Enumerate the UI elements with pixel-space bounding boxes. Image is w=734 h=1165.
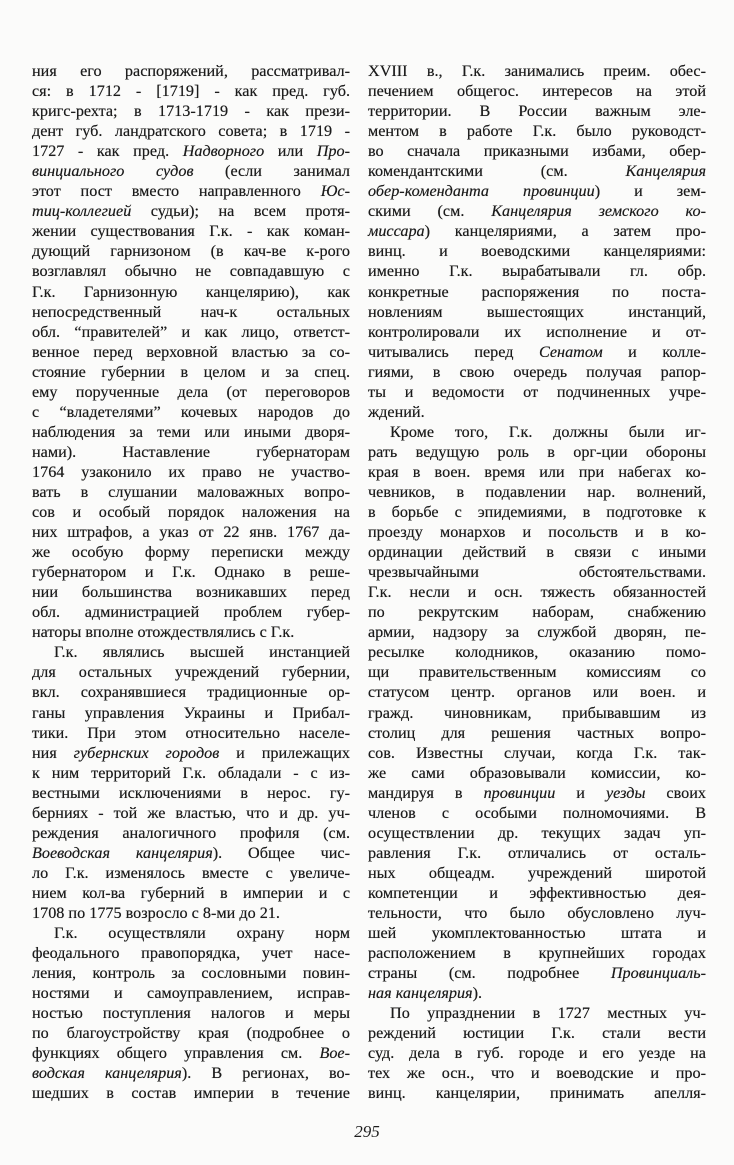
text-segment: Г.к. несли и осн. тяжесть обязанностей bbox=[368, 583, 706, 602]
text-line bbox=[368, 943, 706, 963]
italic-reference: Канцелярия земского ко- bbox=[491, 202, 706, 221]
text-segment: конкретные распоряжения по поста- bbox=[368, 282, 706, 301]
italic-reference: провинции bbox=[483, 783, 556, 802]
text-segment: тельности, что было обусловлено луч- bbox=[368, 903, 706, 922]
text-segment: венное перед верховной властью за со- bbox=[32, 342, 350, 361]
text-segment: наблюдения за теми или иными дворя- bbox=[32, 422, 350, 441]
text-segment: ностями и самоуправлением, исправ- bbox=[32, 984, 350, 1003]
text-segment: гиями, в свою очередь получая рапор- bbox=[368, 362, 706, 381]
text-segment: дующий гарнизоном (в кач-ве к-рого bbox=[32, 242, 350, 261]
text-line bbox=[368, 923, 706, 943]
text-segment: проезду монархов и посольств и в ко- bbox=[368, 523, 706, 542]
text-line bbox=[368, 502, 706, 522]
text-segment: жении существования Г.к. - как коман- bbox=[32, 222, 350, 241]
text-line bbox=[32, 261, 350, 281]
text-line bbox=[368, 402, 706, 422]
text-segment: новлениям вышестоящих инстанций, bbox=[368, 302, 706, 321]
text-line bbox=[32, 1043, 350, 1063]
text-segment: к ним территорий Г.к. обладали - с из- bbox=[32, 763, 350, 782]
text-segment: ганы управления Украины и Прибал- bbox=[32, 703, 350, 722]
text-segment: ния bbox=[32, 743, 74, 762]
text-line bbox=[368, 382, 706, 402]
text-column-left bbox=[32, 61, 350, 1103]
text-segment: своих bbox=[645, 783, 707, 802]
text-line bbox=[32, 883, 350, 903]
text-line bbox=[368, 542, 706, 562]
text-line bbox=[368, 703, 706, 723]
text-line bbox=[32, 81, 350, 101]
text-line bbox=[368, 282, 706, 302]
text-segment: читывались перед bbox=[368, 342, 539, 361]
italic-reference: ная канцелярия bbox=[368, 984, 473, 1003]
text-segment: XVIII в., Г.к. занимались преим. обес- bbox=[368, 62, 706, 80]
text-line bbox=[32, 322, 350, 342]
text-line bbox=[32, 342, 350, 362]
text-segment: расположением в крупнейших городах bbox=[368, 944, 706, 963]
text-segment: непосредственный нач-к остальных bbox=[32, 302, 350, 321]
text-segment: или bbox=[264, 142, 317, 161]
text-segment: 1727 - как пред. bbox=[32, 142, 183, 161]
text-line bbox=[32, 302, 350, 322]
paragraph bbox=[368, 1003, 706, 1103]
text-segment: компетенции и эффективностью дея- bbox=[368, 883, 706, 902]
paragraph bbox=[32, 923, 350, 1103]
text-line bbox=[32, 823, 350, 843]
page-number: 295 bbox=[354, 1122, 380, 1141]
text-segment: Г.к. осуществляли охрану норм bbox=[54, 924, 350, 943]
text-segment: Г.к. являлись высшей инстанцией bbox=[54, 643, 350, 662]
text-segment: 1708 по 1775 возросло с 8-ми до 21. bbox=[32, 903, 280, 922]
text-line bbox=[32, 362, 350, 382]
text-segment: ностью поступления налогов и меры bbox=[32, 1004, 350, 1023]
text-line bbox=[368, 442, 706, 462]
text-line bbox=[368, 963, 706, 983]
text-line bbox=[32, 241, 350, 261]
text-segment: во сначала приказными избами, обер- bbox=[368, 142, 706, 161]
text-line bbox=[368, 642, 706, 662]
text-line bbox=[32, 622, 350, 642]
text-line bbox=[32, 642, 350, 662]
text-segment: рать ведущую роль в орг-ции обороны bbox=[368, 442, 706, 461]
text-segment: по рекрутским наборам, снабжению bbox=[368, 603, 706, 622]
text-line bbox=[368, 843, 706, 863]
text-line bbox=[32, 282, 350, 302]
text-line bbox=[32, 682, 350, 702]
text-segment: ординации действий в связи с иными bbox=[368, 543, 706, 562]
italic-reference: губернских городов bbox=[73, 743, 220, 762]
text-line bbox=[32, 1003, 350, 1023]
text-line bbox=[32, 903, 350, 923]
text-line bbox=[368, 983, 706, 1003]
italic-reference: Канцелярия bbox=[625, 162, 706, 181]
text-line bbox=[368, 221, 706, 241]
text-line bbox=[32, 221, 350, 241]
text-line bbox=[32, 582, 350, 602]
text-segment: щи правительственным комиссиям со bbox=[368, 663, 706, 682]
text-segment: ты и ведомости от подчиненных учре- bbox=[368, 382, 706, 401]
text-line bbox=[368, 903, 706, 923]
text-line bbox=[32, 602, 350, 622]
text-line bbox=[32, 703, 350, 723]
text-line bbox=[368, 101, 706, 121]
text-line bbox=[368, 302, 706, 322]
text-line bbox=[32, 382, 350, 402]
text-segment: сов. Известны случаи, когда Г.к. так- bbox=[368, 743, 706, 762]
text-segment: ) и зем- bbox=[594, 182, 706, 201]
paragraph bbox=[32, 642, 350, 923]
text-segment: 1764 узаконило их право не участво- bbox=[32, 462, 350, 481]
text-segment: равления Г.к. отличались от осталь- bbox=[368, 843, 706, 862]
text-line bbox=[32, 843, 350, 863]
text-line bbox=[368, 462, 706, 482]
text-line bbox=[32, 121, 350, 141]
text-segment: по благоустройству края (подробнее о bbox=[32, 1024, 350, 1043]
text-line bbox=[32, 803, 350, 823]
text-segment: По упразднении в 1727 местных уч- bbox=[390, 1004, 706, 1023]
text-segment: для остальных учреждений губернии, bbox=[32, 663, 350, 682]
text-line bbox=[32, 462, 350, 482]
text-segment: суд. дела в губ. городе и его уезде на bbox=[368, 1044, 706, 1063]
text-segment: с “владетелями” кочевых народов до bbox=[32, 402, 350, 421]
text-segment: армии, надзору за службой дворян, пе- bbox=[368, 623, 706, 642]
text-line bbox=[32, 422, 350, 442]
text-segment: в борьбе с эпидемиями, в подготовке к bbox=[368, 503, 706, 522]
paragraph bbox=[368, 422, 706, 1003]
text-segment: реждения аналогичного профиля (см. bbox=[32, 823, 350, 842]
italic-reference: винциального судов bbox=[32, 162, 194, 181]
text-line bbox=[32, 542, 350, 562]
text-line bbox=[368, 1023, 706, 1043]
text-line bbox=[368, 181, 706, 201]
text-segment: же особую форму переписки между bbox=[32, 543, 350, 562]
text-line bbox=[32, 101, 350, 121]
text-line bbox=[32, 662, 350, 682]
text-segment: ). Общее чис- bbox=[212, 843, 350, 862]
paragraph bbox=[368, 61, 706, 422]
italic-reference: тиц-коллегией bbox=[32, 202, 132, 221]
text-line bbox=[368, 562, 706, 582]
text-line bbox=[32, 983, 350, 1003]
text-segment: ления, контроль за сословными повин- bbox=[32, 964, 350, 983]
text-segment: Кроме того, Г.к. должны были иг- bbox=[390, 422, 706, 441]
text-segment: именно Г.к. вырабатывали гл. обр. bbox=[368, 262, 706, 281]
text-segment: нами). Наставление губернаторам bbox=[32, 442, 350, 461]
text-line bbox=[368, 121, 706, 141]
italic-reference: Вое- bbox=[319, 1044, 350, 1063]
text-segment: вать в слушании маловажных вопро- bbox=[32, 482, 350, 501]
text-segment: реждений юстиции Г.к. стали вести bbox=[368, 1024, 706, 1043]
text-line bbox=[368, 883, 706, 903]
text-line bbox=[368, 1043, 706, 1063]
text-segment: дент губ. ландратского совета; в 1719 - bbox=[32, 122, 350, 141]
text-line bbox=[368, 61, 706, 81]
text-line bbox=[32, 723, 350, 743]
text-segment: нием кол-ва губерний в империи и с bbox=[32, 883, 350, 902]
italic-reference: Сенатом bbox=[538, 342, 603, 361]
text-line bbox=[368, 783, 706, 803]
text-segment: территории. В России важным эле- bbox=[368, 102, 706, 121]
text-line bbox=[368, 161, 706, 181]
text-segment: ). bbox=[472, 984, 482, 1003]
text-line bbox=[368, 342, 706, 362]
italic-reference: водская канцелярия bbox=[32, 1064, 182, 1083]
text-line bbox=[368, 322, 706, 342]
text-segment: и колле- bbox=[602, 342, 706, 361]
text-segment: берниях - той же властью, что и др. уч- bbox=[32, 803, 350, 822]
text-segment: наторы вполне отождествлялись с Г.к. bbox=[32, 623, 295, 642]
text-line bbox=[368, 522, 706, 542]
text-line bbox=[32, 1083, 350, 1103]
text-segment: чевников, в подавлении нар. волнений, bbox=[368, 482, 706, 501]
text-segment: статусом центр. органов или воен. и bbox=[368, 683, 706, 702]
text-segment: обл. администрацией проблем губер- bbox=[32, 603, 350, 622]
text-line bbox=[32, 502, 350, 522]
text-segment: функциях общего управления см. bbox=[32, 1044, 320, 1063]
text-line bbox=[32, 402, 350, 422]
paragraph bbox=[32, 61, 350, 642]
text-line bbox=[368, 863, 706, 883]
text-segment: шедших в состав империи в течение bbox=[32, 1084, 350, 1103]
text-line bbox=[368, 823, 706, 843]
text-segment: нии большинства возникавших перед bbox=[32, 583, 350, 602]
text-line bbox=[368, 241, 706, 261]
italic-reference: Надворного bbox=[182, 142, 265, 161]
text-line bbox=[368, 1063, 706, 1083]
text-line bbox=[32, 482, 350, 502]
text-segment: (если занимал bbox=[193, 162, 350, 181]
text-line bbox=[368, 141, 706, 161]
text-segment: возглавлял обычно не совпадавшую с bbox=[32, 262, 350, 281]
text-segment: феодального правопорядка, учет насе- bbox=[32, 944, 350, 963]
text-line bbox=[32, 1023, 350, 1043]
text-line bbox=[32, 141, 350, 161]
text-line bbox=[368, 582, 706, 602]
text-line bbox=[32, 923, 350, 943]
text-segment: печением общегос. интересов на этой bbox=[368, 82, 706, 101]
text-segment: ния его распоряжений, рассматривал- bbox=[32, 62, 350, 80]
text-segment: контролировали их исполнение и от- bbox=[368, 322, 706, 341]
text-line bbox=[32, 1063, 350, 1083]
text-segment: ных общеадм. учреждений широтой bbox=[368, 863, 706, 882]
text-segment: обл. “правителей” и как лицо, ответст- bbox=[32, 322, 350, 341]
text-line bbox=[368, 602, 706, 622]
text-segment: ло Г.к. изменялось вместе с увеличе- bbox=[32, 863, 350, 882]
text-line bbox=[32, 562, 350, 582]
text-line bbox=[368, 201, 706, 221]
italic-reference: Про- bbox=[316, 142, 351, 161]
italic-reference: миссара bbox=[368, 222, 425, 241]
text-segment: ). В регионах, во- bbox=[181, 1064, 350, 1083]
text-segment: же сами образовывали комиссии, ко- bbox=[368, 763, 706, 782]
text-segment: кригс-рехта; в 1713-1719 - как прези- bbox=[32, 102, 350, 121]
text-segment: Г.к. Гарнизонную канцелярию), как bbox=[32, 282, 350, 301]
text-segment: тики. При этом относительно населе- bbox=[32, 723, 350, 742]
text-segment: и bbox=[555, 783, 606, 802]
text-line bbox=[32, 61, 350, 81]
text-line bbox=[368, 482, 706, 502]
text-segment: ему порученные дела (от переговоров bbox=[32, 382, 350, 401]
text-line bbox=[32, 161, 350, 181]
text-segment: сов и особый порядок наложения на bbox=[32, 503, 350, 522]
text-segment: края в воен. время или при набегах ко- bbox=[368, 462, 706, 481]
text-segment: ментом в работе Г.к. было руководст- bbox=[368, 122, 706, 141]
text-line bbox=[32, 743, 350, 763]
text-segment: шей укомплектованностью штата и bbox=[368, 924, 706, 943]
text-segment: скими (см. bbox=[368, 202, 492, 221]
text-segment: комендантскими (см. bbox=[368, 162, 626, 181]
text-segment: губернатором и Г.к. Однако в реше- bbox=[32, 563, 350, 582]
text-line bbox=[368, 422, 706, 442]
text-line bbox=[32, 181, 350, 201]
text-line bbox=[32, 201, 350, 221]
text-line bbox=[32, 522, 350, 542]
text-segment: мандируя в bbox=[368, 783, 484, 802]
text-segment: гражд. чиновникам, прибывавшим из bbox=[368, 703, 706, 722]
text-column-right bbox=[368, 61, 706, 1103]
text-line bbox=[368, 1083, 706, 1103]
text-line bbox=[32, 442, 350, 462]
text-segment: чрезвычайными обстоятельствами. bbox=[368, 563, 706, 582]
text-line bbox=[368, 723, 706, 743]
text-segment: ждений. bbox=[368, 402, 425, 421]
text-line bbox=[32, 763, 350, 783]
text-segment: вкл. сохранявшиеся традиционные ор- bbox=[32, 683, 350, 702]
text-line bbox=[368, 622, 706, 642]
text-segment: винц. и воеводскими канцеляриями: bbox=[368, 242, 706, 261]
text-line bbox=[368, 763, 706, 783]
text-line bbox=[368, 682, 706, 702]
text-line bbox=[368, 362, 706, 382]
text-segment: членов с особыми полномочиями. В bbox=[368, 803, 706, 822]
text-line bbox=[368, 803, 706, 823]
italic-reference: Воеводская канцелярия bbox=[32, 843, 213, 862]
text-segment: столиц для решения частных вопро- bbox=[368, 723, 706, 742]
text-line bbox=[32, 783, 350, 803]
italic-reference: Провинциаль- bbox=[610, 964, 706, 983]
text-segment: и прилежащих bbox=[219, 743, 350, 762]
text-line bbox=[368, 1003, 706, 1023]
text-segment: страны (см. подробнее bbox=[368, 964, 611, 983]
text-line bbox=[32, 963, 350, 983]
text-segment: ) канцеляриями, а затем про- bbox=[424, 222, 706, 241]
text-segment: осуществлении др. текущих задач уп- bbox=[368, 823, 706, 842]
text-segment: стояние губернии в целом и за спец. bbox=[32, 362, 350, 381]
italic-reference: уезды bbox=[606, 783, 646, 802]
text-segment: вестными исключениями в нерос. гу- bbox=[32, 783, 350, 802]
italic-reference: обер-коменданта провинции bbox=[368, 182, 595, 201]
text-line bbox=[368, 81, 706, 101]
italic-reference: Юс- bbox=[320, 182, 350, 201]
text-line bbox=[32, 863, 350, 883]
text-segment: ресылке колодников, оказанию помо- bbox=[368, 643, 706, 662]
text-line bbox=[368, 662, 706, 682]
text-segment: судьи); на всем протя- bbox=[131, 202, 350, 221]
text-line bbox=[368, 743, 706, 763]
text-segment: ся: в 1712 - [1719] - как пред. губ. bbox=[32, 82, 350, 101]
text-line bbox=[368, 261, 706, 281]
text-segment: винц. канцелярии, принимать апелля- bbox=[368, 1084, 706, 1103]
text-line bbox=[32, 943, 350, 963]
text-segment: тех же осн., что и воеводские и про- bbox=[368, 1064, 706, 1083]
text-segment: них штрафов, а указ от 22 янв. 1767 да- bbox=[32, 523, 350, 542]
text-segment: этот пост вместо направленного bbox=[32, 182, 321, 201]
